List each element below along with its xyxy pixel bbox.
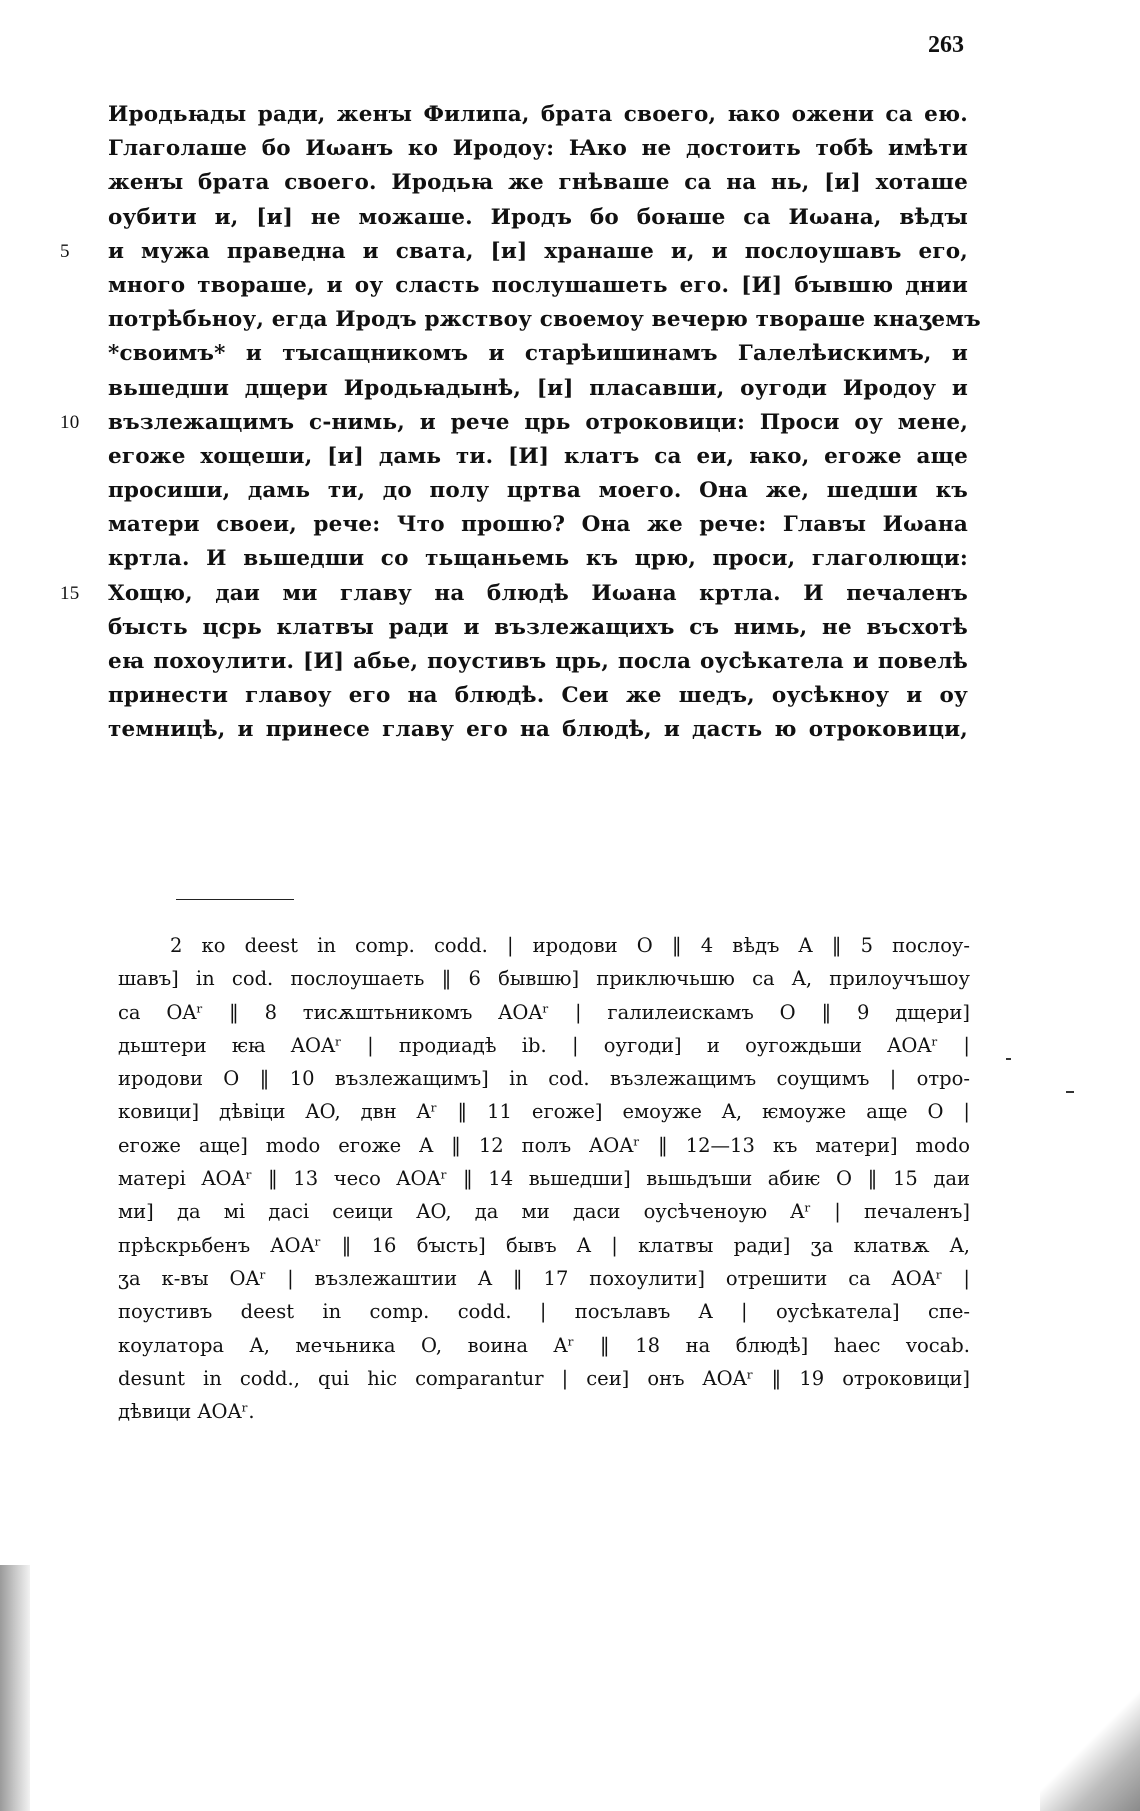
line-text: еꙗ похоулити. [И] абье, поустивъ црь, посла оусѣкатела и повелѣ: [108, 649, 968, 674]
text-line: [108, 679, 968, 713]
text-line: [108, 303, 981, 337]
footnote-line: коулатора A, мечьника O, воина Aʳ ‖ 18 на блюдѣ] haec vocab.: [118, 1333, 970, 1357]
line-number: 10: [60, 411, 80, 433]
line-text: темницѣ, и принесе главу его на блюдѣ, и дасть ю отроковици,: [108, 717, 968, 743]
line-text: матери своеи, рече: Что прошю? Она же рече: Главꙑ Иωана: [108, 512, 968, 538]
line-text: егоже хощеши, [и] дамь ти. [И] клатъ са еи, ꙗко, егоже аще: [108, 443, 968, 469]
line-text: Хощю, даи ми главу на блюдѣ Иωана кртла. И печаленъ: [108, 580, 968, 606]
footnote-line: дѣвици AOAʳ.: [118, 1400, 255, 1424]
line-text: потрѣбьноу, егда Иродъ ржствоу своемоу вечерю твораше кнаӡемъ: [108, 307, 981, 333]
footnote-line: матері AOAʳ ‖ 13 чесо AOAʳ ‖ 14 вьшедши] вьшьдъши абиѥ O ‖ 15 даи: [118, 1167, 970, 1191]
scan-corner-shadow: [1040, 1691, 1140, 1811]
text-line: [60, 406, 968, 440]
footnote-line: са OAʳ ‖ 8 тисѫштьникомъ AOAʳ | галилеискамъ O ‖ 9 дщери]: [118, 1000, 970, 1024]
text-line: [108, 337, 968, 371]
line-text: много твораше, и оу сласть послушашеть его. [И] бꙑвшю днии: [108, 272, 968, 298]
footnote-line: ковици] дѣвіци AO, двн Aʳ ‖ 11 егоже] емоуже A, ѥмоуже аще O |: [118, 1100, 970, 1124]
text-line: [60, 577, 968, 611]
line-text: принести главоу его на блюдѣ. Сеи же шедъ, оусѣкноу и оу: [108, 683, 968, 709]
scan-speck: [1006, 1058, 1011, 1060]
text-line: [108, 166, 968, 200]
line-text: Глаголаше бо Иωанъ ко Иродоу: Ꙗко не достоить тобѣ имѣти: [108, 136, 968, 162]
footnote-line: шавъ] in cod. послоушаеть ‖ 6 бывшю] приключьшю са A, прилоучъшоу: [118, 967, 970, 991]
scan-speck: [1066, 1091, 1074, 1093]
text-line: [108, 440, 968, 474]
text-line: [108, 508, 968, 542]
footnote-divider: [176, 899, 294, 900]
text-line: [108, 645, 968, 679]
text-line: [108, 611, 968, 645]
line-text: бꙑсть цсрь клатвꙑ ради и възлежащихъ съ нимь, не въсхотѣ: [108, 614, 968, 640]
text-line: [108, 474, 968, 508]
footnote-line: desunt in codd., qui hic comparantur | сеи] онъ AOAʳ ‖ 19 отроковици]: [118, 1366, 970, 1390]
footnote-line: ӡа к-вꙑ OAʳ | възлежаштии A ‖ 17 похоулити] отрешити са AOAʳ |: [118, 1266, 970, 1290]
line-text: кртла. И вьшедши со тьщаньемь къ црю, проси, глаголющи:: [108, 546, 968, 572]
text-line: [60, 235, 968, 269]
text-line: [108, 713, 968, 747]
text-line: [108, 269, 968, 303]
footnote-line: поустивъ deest in comp. codd. | посълавъ A | оусѣкатела] спе-: [118, 1300, 970, 1324]
line-number: 5: [60, 240, 70, 262]
scan-edge-shadow: [0, 1565, 30, 1811]
text-line: [108, 542, 968, 576]
line-text: просиши, дамь ти, до полу цртва моего. Она же, шедши къ: [108, 478, 968, 504]
line-text: Иродьꙗды ради, женꙑ Филипа, брата своего, ꙗко ожени са ею.: [108, 102, 968, 127]
line-text: женꙑ брата своего. Иродьꙗ же гнѣваше са на нь, [и] хоташе: [108, 170, 968, 196]
line-text: *своимъ* и тꙑсащникомъ и старѣишинамъ Галелѣискимъ, и: [108, 341, 968, 367]
main-text: [60, 98, 981, 748]
page-number: 263: [928, 32, 964, 58]
text-line: [108, 98, 968, 132]
line-text: възлежащимъ с-нимь, и рече црь отроковици: Проси оу мене,: [108, 409, 968, 435]
text-line: [108, 201, 968, 235]
line-text: и мужа праведна и свата, [и] хранаше и, и послоушавъ его,: [108, 238, 968, 264]
footnote-line: дьштери ѥꙗ AOAʳ | продиадѣ ib. | оугоди] и оугождьши AOAʳ |: [118, 1033, 970, 1057]
footnote-line: егоже аще] modo егоже A ‖ 12 полъ AOAʳ ‖ 12—13 къ матери] modo: [118, 1133, 970, 1157]
line-number: 15: [60, 582, 80, 604]
line-text: вьшедши дщери Иродьꙗдынѣ, [и] плаcавши, оугоди Иродоу и: [108, 375, 968, 401]
footnote-line: 2 ко deest in comp. codd. | иродови O ‖ 4 вѣдъ A ‖ 5 послоу-: [170, 934, 970, 957]
footnote-line: ми] да мі дасі сеици AO, да ми даси оусѣченоую Aʳ | печаленъ]: [118, 1200, 970, 1224]
critical-apparatus: [118, 929, 970, 1428]
footnote-line: прѣскрьбенъ AOAʳ ‖ 16 бꙑсть] бывъ A | клатвꙑ ради] ӡа клатвѫ A,: [118, 1233, 970, 1257]
text-line: [108, 372, 968, 406]
line-text: оубити и, [и] не можаше. Иродъ бо боꙗше са Иωана, вѣдꙑ: [108, 204, 968, 230]
footnote-line: иродови O ‖ 10 възлежащимъ] in cod. възлежащимъ соущимъ | отро-: [118, 1067, 970, 1091]
text-line: [108, 132, 968, 166]
